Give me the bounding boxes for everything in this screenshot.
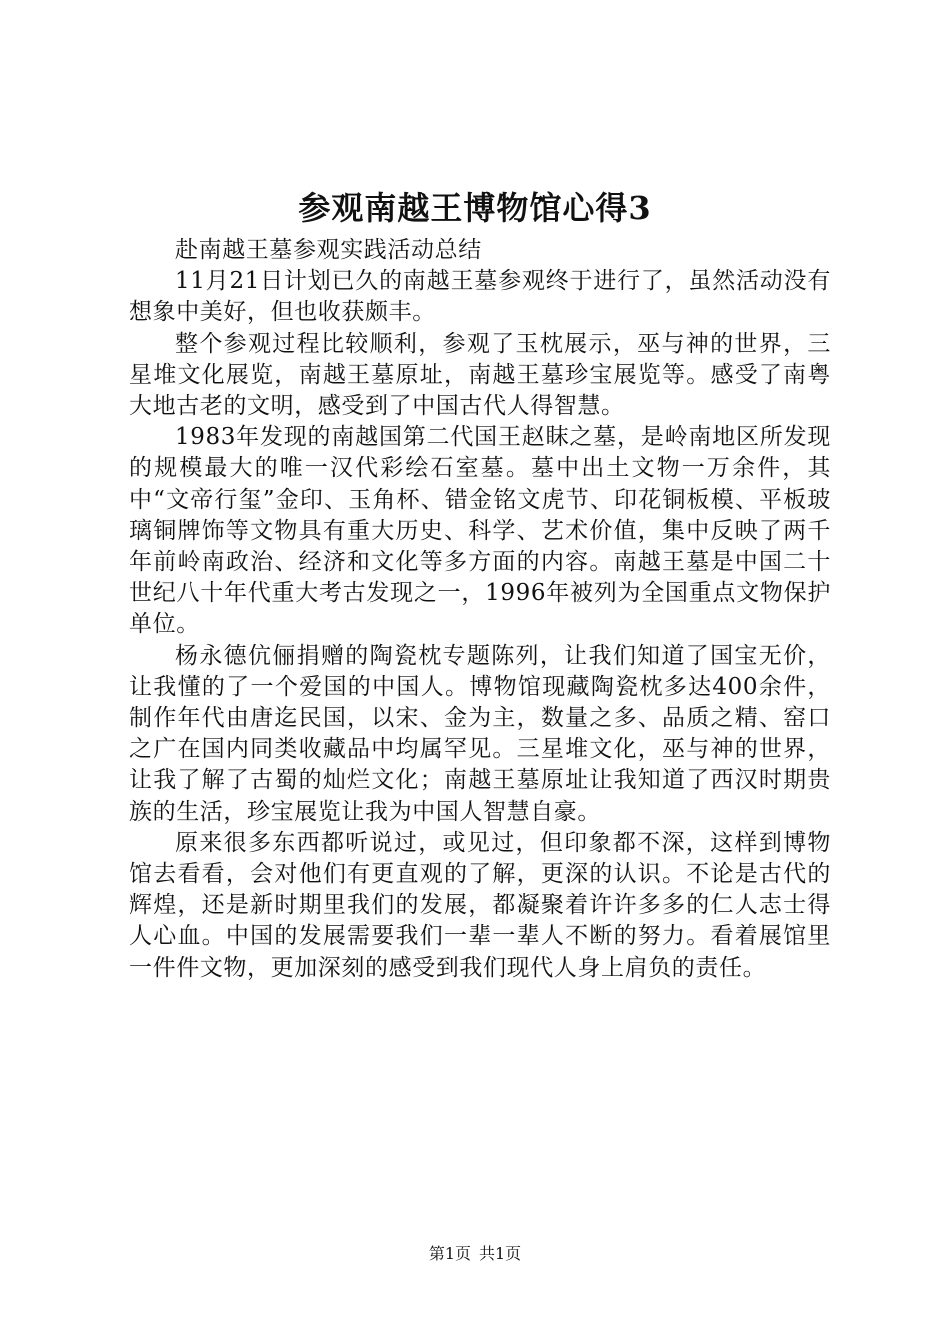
paragraph: 杨永德伉俪捐赠的陶瓷枕专题陈列，让我们知道了国宝无价，让我懂的了一个爱国的中国人。博物馆现藏陶瓷枕多达400余件，制作年代由唐迄民国，以宋、金为主，数量之多、品质之精、窑口之广在国内同类收藏品中均属罕见。三星堆文化，巫与神的世界，让我了解了古蜀的灿烂文化；南越王墓原址让我知道了西汉时期贵族的生活，珍宝展览让我为中国人智慧自豪。: [129, 642, 831, 825]
paragraph-subtitle: 赴南越王墓参观实践活动总结: [175, 237, 482, 263]
page-footer: [0, 1243, 950, 1265]
document-title: 参观南越王博物馆心得3: [298, 189, 652, 227]
paragraph: 1983年发现的南越国第二代国王赵眜之墓，是岭南地区所发现的规模最大的唯一汉代彩绘石室墓。墓中出土文物一万余件，其中“文帝行玺”金印、玉角杯、错金铭文虎节、印花铜板模、平板玻璃铜牌饰等文物具有重大历史、科学、艺术价值，集中反映了两千年前岭南政治、经济和文化等多方面的内容。南越王墓是中国二十世纪八十年代重大考古发现之一，1996年被列为全国重点文物保护单位。: [129, 424, 831, 638]
paragraph: 原来很多东西都听说过，或见过，但印象都不深，这样到博物馆去看看，会对他们有更直观的了解，更深的认识。不论是古代的辉煌，还是新时期里我们的发展，都凝聚着许许多多的仁人志士得人心血。中国的发展需要我们一辈一辈人不断的努力。看着展馆里一件件文物，更加深刻的感受到我们现代人身上肩负的责任。: [129, 829, 831, 981]
page-total: 共1页: [479, 1244, 522, 1263]
page-number: 第1页: [428, 1244, 471, 1263]
paragraph: 整个参观过程比较顺利，参观了玉枕展示，巫与神的世界，三星堆文化展览，南越王墓原址，南越王墓珍宝展览等。感受了南粤大地古老的文明，感受到了中国古代人得智慧。: [129, 330, 831, 420]
paragraph: 11月21日计划已久的南越王墓参观终于进行了，虽然活动没有想象中美好，但也收获颇丰。: [129, 268, 831, 326]
document-body: [129, 235, 831, 984]
